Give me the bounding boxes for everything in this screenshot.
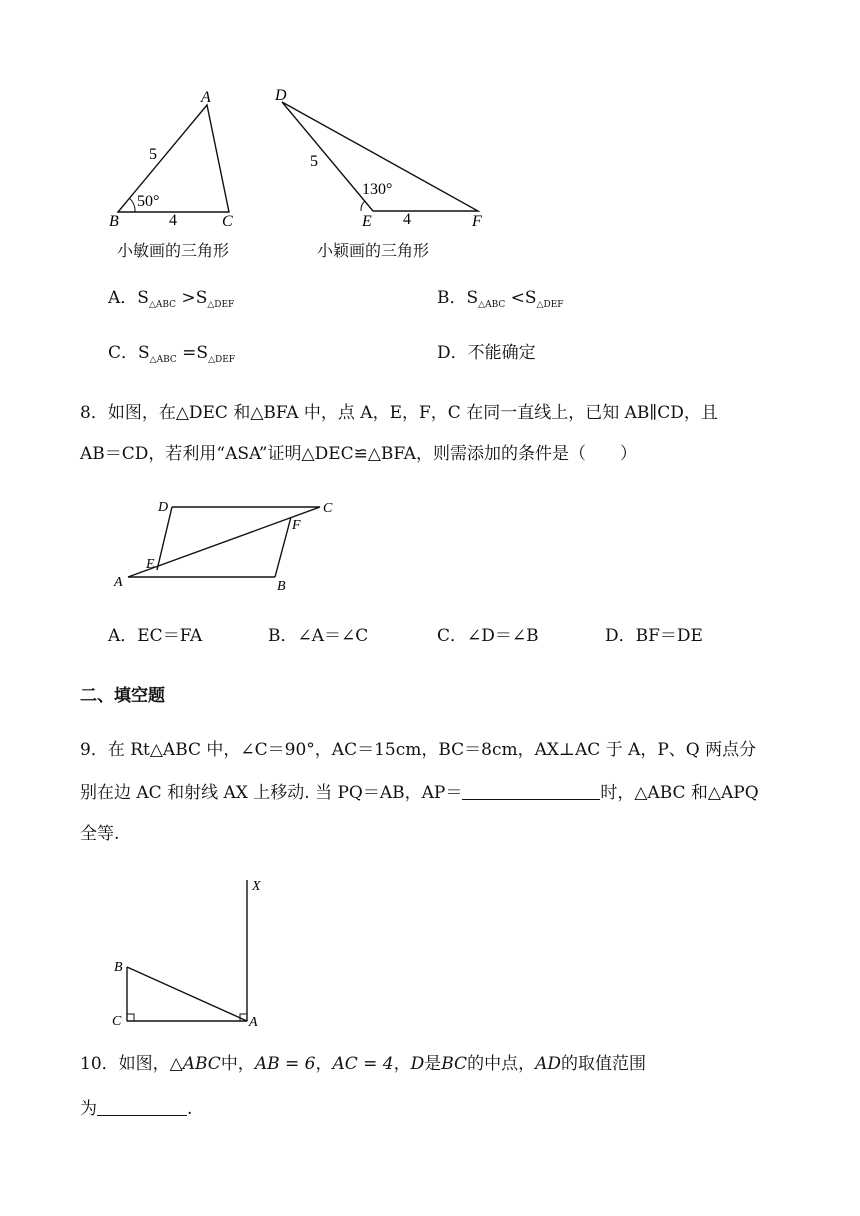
q10-question-line2 xyxy=(80,1097,192,1120)
area-subscript: △DEF xyxy=(208,355,236,365)
angle-e-marker xyxy=(361,201,365,211)
figure-q8-parallelogram xyxy=(108,495,348,595)
figure-triangle-def xyxy=(270,80,490,260)
area-subscript: △ABC xyxy=(148,300,177,310)
label-a: A xyxy=(114,575,123,590)
label-f: F xyxy=(472,213,482,230)
q10-number: 10．如图， xyxy=(80,1054,170,1074)
right-angle-c-marker xyxy=(127,1014,134,1021)
caption-right-triangle: 小颖画的三角形 xyxy=(317,241,430,260)
q7-option-d[interactable] xyxy=(437,342,536,364)
section-title: 二、填空题 xyxy=(80,686,165,706)
area-symbol: S xyxy=(138,343,150,363)
option-letter: D． xyxy=(437,343,468,363)
comparison-operator: > xyxy=(176,288,196,308)
label-e: E xyxy=(146,557,155,572)
q8-question-line1: 8．如图，在△DEC 和△BFA 中，点 A，E，F，C 在同一直线上，已知 AB∥CD，且 xyxy=(80,403,718,423)
segment-bf xyxy=(275,517,291,577)
option-letter: A． xyxy=(108,288,138,308)
side-de-length: 5 xyxy=(310,153,318,170)
q9-question-line2 xyxy=(80,781,759,804)
q8-option-d[interactable]: D．BF＝DE xyxy=(605,626,703,646)
q8-option-c[interactable]: C．∠D＝∠B xyxy=(437,626,539,646)
text: ， xyxy=(315,1054,333,1074)
segment-de xyxy=(157,507,172,570)
side-bc-length: 4 xyxy=(169,212,177,229)
q10-text-after-blank: . xyxy=(187,1099,193,1119)
q7-option-c[interactable] xyxy=(108,342,235,367)
label-b: B xyxy=(277,579,286,594)
q7-option-b[interactable] xyxy=(437,287,564,312)
area-symbol: S xyxy=(195,288,208,308)
text: 是 xyxy=(424,1054,442,1074)
label-b: B xyxy=(109,213,119,230)
side-ef-length: 4 xyxy=(403,211,411,228)
q8-option-a[interactable]: A．EC＝FA xyxy=(108,626,203,646)
q9-question-line3: 全等. xyxy=(80,824,120,844)
segment-ab xyxy=(127,967,247,1021)
label-c: C xyxy=(222,213,233,230)
label-x: X xyxy=(252,879,261,894)
math-ab-value: AB = 6 xyxy=(254,1054,316,1074)
option-letter: B． xyxy=(437,288,467,308)
angle-e-value: 130° xyxy=(362,181,393,198)
q9-answer-blank[interactable] xyxy=(462,781,600,800)
math-ac-value: AC = 4 xyxy=(332,1054,394,1074)
q10-question-line1 xyxy=(80,1053,646,1075)
area-symbol: S xyxy=(137,288,149,308)
text: 的中点， xyxy=(467,1054,536,1074)
text: 的取值范围 xyxy=(561,1054,646,1074)
angle-b-value: 50° xyxy=(137,193,160,210)
label-d: D xyxy=(275,87,287,104)
text: 中， xyxy=(220,1054,255,1074)
q9-question-line1: 9．在 Rt△ABC 中，∠C＝90°，AC＝15cm，BC＝8cm，AX⊥AC 于 A，P、Q 两点分 xyxy=(80,740,757,760)
math-point-d: D xyxy=(410,1054,425,1074)
option-text: 不能确定 xyxy=(467,343,536,363)
q10-text-before-blank: 为 xyxy=(80,1099,97,1119)
label-e: E xyxy=(362,213,372,230)
caption-left-triangle: 小敏画的三角形 xyxy=(117,241,230,260)
area-symbol: S xyxy=(196,343,209,363)
option-letter: C． xyxy=(108,343,139,363)
area-subscript: △DEF xyxy=(207,300,235,310)
label-b: B xyxy=(114,960,123,975)
area-symbol: S xyxy=(524,288,537,308)
angle-b-arc xyxy=(129,198,135,212)
figure-q9-right-triangle xyxy=(108,870,278,1035)
q9-text-before-blank: 别在边 AC 和射线 AX 上移动. 当 PQ＝AB，AP＝ xyxy=(80,783,463,803)
label-f: F xyxy=(292,518,301,533)
label-a: A xyxy=(249,1015,258,1030)
comparison-operator: = xyxy=(176,343,197,363)
label-c: C xyxy=(323,501,333,516)
q8-option-b[interactable]: B．∠A＝∠C xyxy=(268,626,369,646)
side-ab-length: 5 xyxy=(149,146,157,163)
label-d: D xyxy=(158,500,169,515)
label-a: A xyxy=(201,89,211,106)
triangle-abc-shape xyxy=(118,105,229,212)
label-c: C xyxy=(112,1014,122,1029)
math-segment-ad: AD xyxy=(535,1054,561,1074)
math-segment-bc: BC xyxy=(441,1054,468,1074)
q10-answer-blank[interactable] xyxy=(97,1097,187,1116)
area-subscript: △DEF xyxy=(536,300,564,310)
comparison-operator: < xyxy=(505,288,525,308)
q9-text-after-blank: 时，△ABC 和△APQ xyxy=(600,783,759,803)
math-triangle-abc: △ABC xyxy=(169,1054,221,1074)
area-subscript: △ABC xyxy=(478,300,506,310)
q7-option-a[interactable] xyxy=(108,287,234,312)
q8-question-line2: AB＝CD，若利用“ASA”证明△DEC≌△BFA，则需添加的条件是（ ） xyxy=(80,444,638,464)
text: ， xyxy=(393,1054,411,1074)
area-subscript: △ABC xyxy=(149,355,177,365)
area-symbol: S xyxy=(466,288,479,308)
